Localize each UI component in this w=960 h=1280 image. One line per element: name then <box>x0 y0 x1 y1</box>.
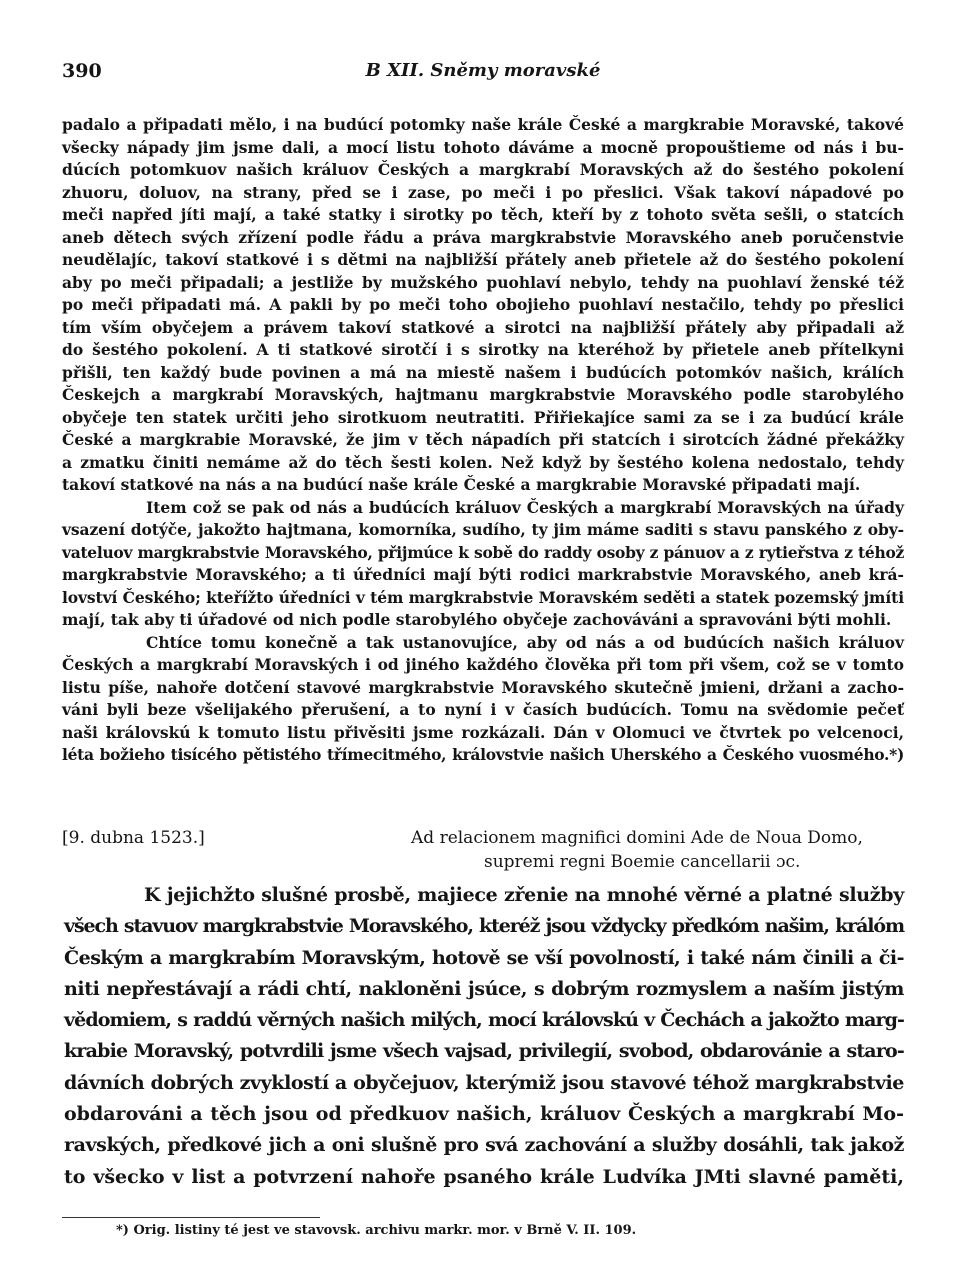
signature-line-2: supremi regni Boemie cancellarii ɔc. <box>484 852 801 872</box>
running-title: B XII. Sněmy moravské <box>365 60 601 81</box>
text-line: všech stavuov margkrabstvie Moravského, kteréž jsou vždycky předkóm našim, králóm <box>64 915 904 938</box>
text-line: obdarováni a těch jsou od předkuov našich, králuov Českých a margkrabí Mo- <box>64 1103 904 1126</box>
text-line: váni byli beze všelijakého přerušení, a to nyní i v časích budúcích. Tomu na svědomie pečeť <box>62 700 904 719</box>
text-line: léta božieho tisícého pětistého třímecitmého, královstvie našich Uherského a Českého vuosmého.*) <box>62 745 904 764</box>
text-line: dávních dobrých zvyklostí a obyčejuov, kterýmiž jsou stavové téhož margkrabstvie <box>64 1071 904 1094</box>
footnote-rule <box>62 1217 320 1218</box>
text-line: naši královskú k tomuto listu přivěsiti jsme rozkázali. Dán v Olomuci ve čtvrtek po velcenoci, <box>62 722 904 742</box>
text-line: meči napřed jíti mají, a také statky i sirotky po těch, kteří by z tohoto světa sešli, o statcích <box>62 205 904 224</box>
text-line: Českých a margkrabí Moravských i od jiného každého člověka při tom při všem, což se v tomto <box>62 655 904 674</box>
text-line: České a margkrabie Moravské, že jim v těch nápadích při statcích i sirotcích žádné překážky <box>62 430 904 449</box>
text-line: margkrabstvie Moravského; a ti úředníci mají býti rodici markrabstvie Moravského, aneb krá- <box>62 565 904 584</box>
text-line: ravských, předkové jich a oni slušně pro svá zachování a služby dosáhli, tak jakož <box>64 1134 904 1157</box>
text-line: tím vším obyčejem a právem takoví statkové a sirotci na najbližší přátely aby připadali až <box>62 317 904 337</box>
date-signature-line <box>62 828 904 852</box>
text-line: aneb dětech svých zřízení podle řádu a práva margkrabstvie Moravského aneb poručenstvie <box>62 227 904 247</box>
document-date: [9. dubna 1523.] <box>62 828 205 848</box>
text-line: Českejch a margkrabí Moravských, hajtmanu margkrabstvie Moravského podle starobylého <box>62 385 904 404</box>
text-line: K jejichžto slušné prosbě, majiece zřenie na mnohé věrné a platné služby <box>144 884 904 906</box>
text-line: vateluov margkrabstvie Moravského, přijmúce k sobě do raddy osoby z pánuov a z rytieřstva z téhož <box>62 542 904 562</box>
text-line: vědomiem, s raddú věrných našich milých, mocí královskú v Čechách a jakožto marg- <box>64 1009 904 1032</box>
text-line: všecky nápady jim jsme dali, a mocí listu tohoto dáváme a mocně propouštieme od nás i bu- <box>62 137 904 157</box>
text-line: přišli, ten každý bude povinen a má na miestě našem i budúcích potomkóv našich, králích <box>62 362 904 382</box>
text-line: po meči připadati má. A pakli by po meči toho obojieho puohlaví nestačilo, tehdy po přeslici <box>62 295 904 314</box>
text-line: Českým a margkrabím Moravským, hotově se vší povolností, i také nám činili a či- <box>64 946 904 969</box>
text-line: listu píše, nahoře dotčení stavové margkrabstvie Moravského skutečně jmieni, držani a zacho- <box>62 677 904 697</box>
text-line: do šestého pokolení. A ti statkové sirotčí i s sirotky na kteréhož by přietele aneb přítelkyni <box>62 340 904 359</box>
text-line: lovství Českého; kteřížto úředníci v tém margkrabstvie Moravském seděti a statek pozemský jmíti <box>62 587 904 607</box>
text-line: vsazení dotýče, jakožto hajtmana, komorníka, sudího, ty jim máme saditi s stavu panského z oby- <box>62 520 904 539</box>
text-line: Chtíce tomu konečně a tak ustanovujíce, aby od nás a od budúcích našich králuov <box>146 632 904 652</box>
text-line: aby po meči připadali; a jestliže by mužského puohlaví nebylo, tehdy na puohlaví ženské též <box>62 272 904 292</box>
text-line: dúcích potomkuov našich králuov Českých a margkrabí Moravských až do šestého pokolení <box>62 160 904 179</box>
text-line: neudělajíc, takoví statkové i s dětmi na najbližší přátely aneb přietele až do šestého pokolení <box>62 250 904 269</box>
text-line: mají, tak aby ti úřadové od nich podle starobylého obyčeje zachováváni a spravováni býti mohli. <box>62 610 892 629</box>
text-line: zhuoru, doluov, na strany, před se i zase, po meči i po přeslici. Však takoví nápadové po <box>62 182 904 202</box>
text-block-lower <box>64 880 904 1193</box>
text-line: Item což se pak od nás a budúcích králuov Českých a margkrabí Moravských na úřady <box>146 497 904 517</box>
footnote: *) Orig. listiny té jest ve stavovsk. archivu markr. mor. v Brně V. II. 109. <box>116 1223 637 1238</box>
text-line: niti nepřestávají a rádi chtí, nakloněni jsúce, s dobrým rozmyslem a naším jistým <box>64 977 904 1000</box>
text-line: padalo a připadati mělo, i na budúcí potomky naše krále České a margkrabie Moravské, takové <box>62 115 904 134</box>
running-head <box>62 60 904 88</box>
page-number: 390 <box>62 60 102 82</box>
text-line: krabie Moravský, potvrdili jsme všech vajsad, privilegií, svobod, obdarovánie a staro- <box>64 1040 904 1063</box>
signature-line-1: Ad relacionem magnifici domini Ade de Noua Domo, <box>411 828 863 848</box>
text-line: to všecko v list a potvrzení nahoře psaného krále Ludvíka JMti slavné paměti, <box>64 1165 904 1188</box>
text-block-upper <box>62 114 904 767</box>
text-line: a zmatku činiti nemáme až do těch šesti kolen. Než když by šestého kolena nedostalo, tehdy <box>62 452 904 472</box>
text-line: obyčeje ten statek určiti jeho sirotkuom neutratiti. Přiřiekajíce sami za se i za budúcí krále <box>62 407 904 427</box>
text-line: takoví statkové na nás a na budúcí naše krále České a margkrabie Moravské připadati mají. <box>62 475 861 494</box>
